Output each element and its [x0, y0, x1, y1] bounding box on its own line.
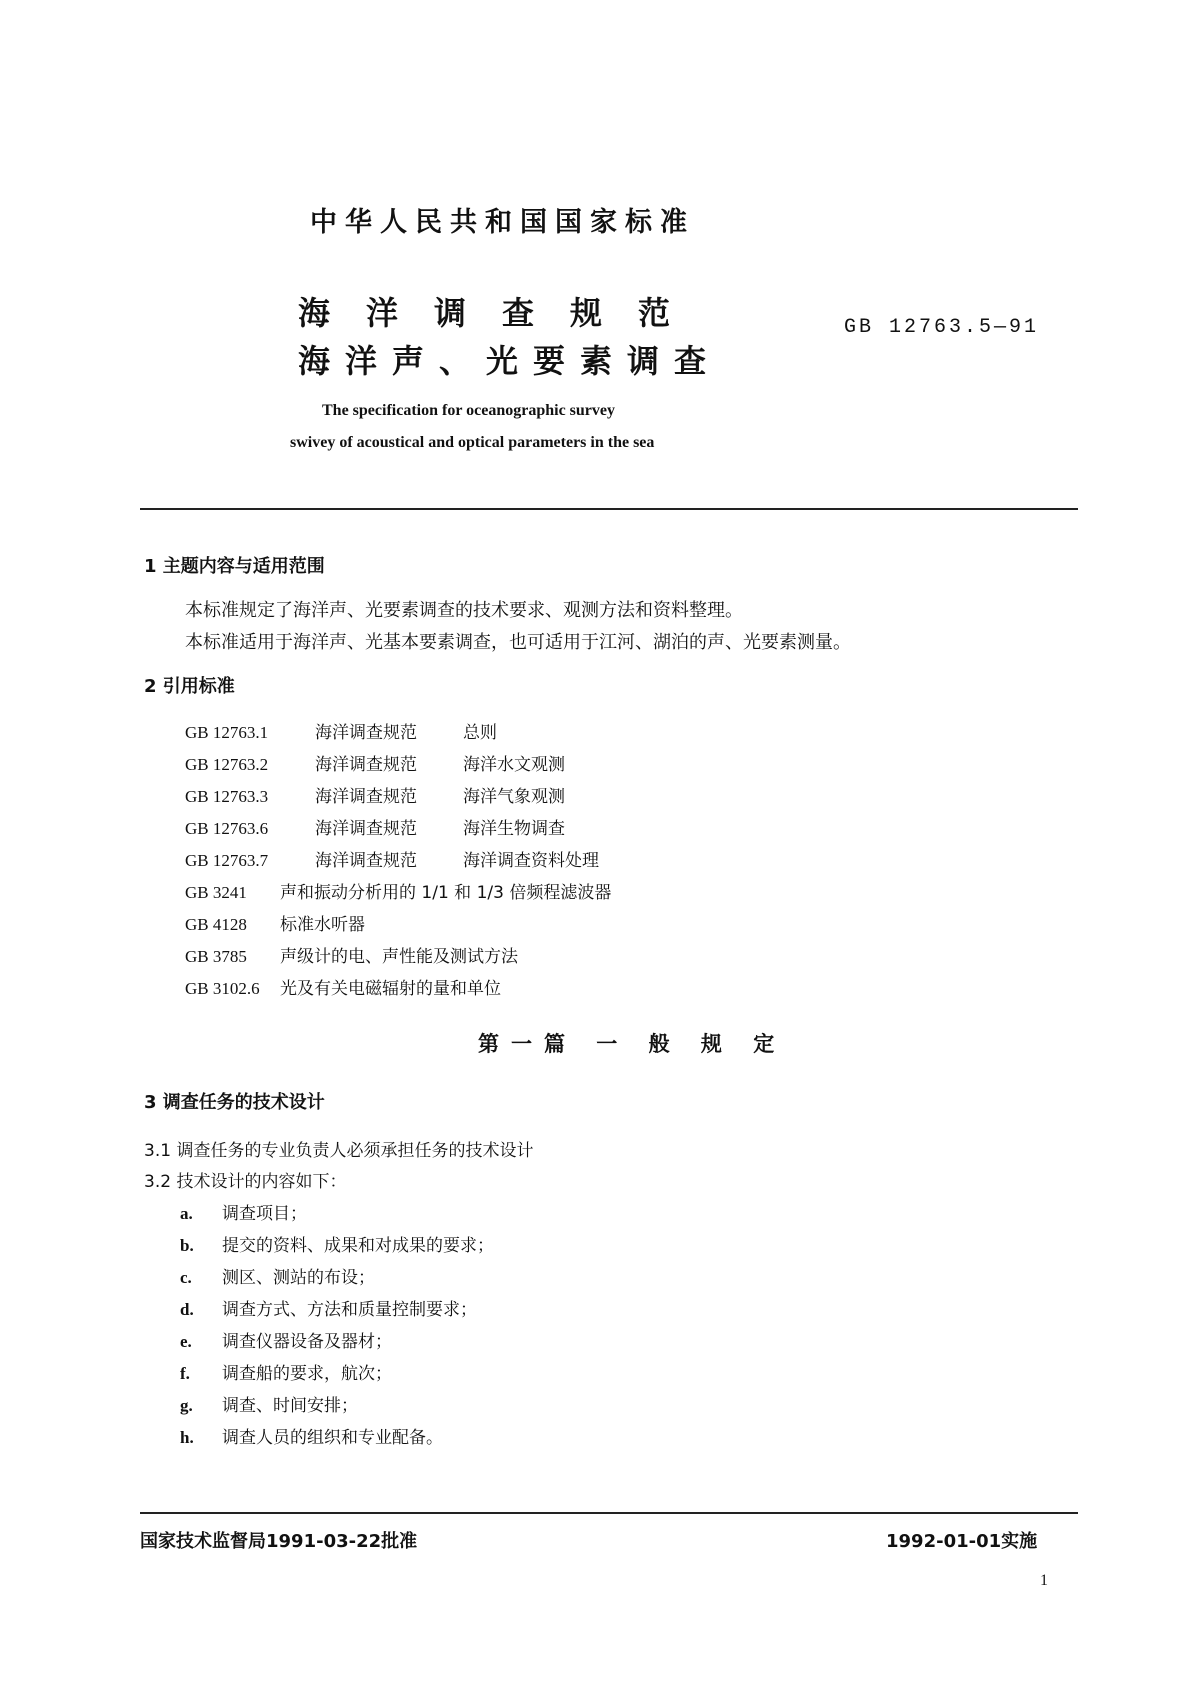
reference-item: GB 12763.7 海洋调查规范 海洋调查资料处理 — [185, 851, 599, 871]
reference-item: GB 12763.3 海洋调查规范 海洋气象观测 — [185, 787, 565, 807]
reference-item: GB 3785 声级计的电、声性能及测试方法 — [185, 947, 518, 967]
part-title: 第一篇 一 般 规 定 — [478, 1032, 787, 1056]
item-3-2: 3.2 技术设计的内容如下： — [144, 1172, 347, 1192]
section1-para2: 本标准适用于海洋声、光基本要素调查，也可适用于江河、湖泊的声、光要素测量。 — [185, 632, 851, 653]
list-item: b. 提交的资料、成果和对成果的要求； — [180, 1236, 494, 1256]
reference-item: GB 3241 声和振动分析用的 1/1 和 1/3 倍频程滤波器 — [185, 883, 612, 903]
english-title-line2: swivey of acoustical and optical parameters in the sea — [290, 434, 655, 451]
effective-date: 1992-01-01实施 — [886, 1531, 1038, 1552]
reference-item: GB 4128 标准水听器 — [185, 915, 365, 935]
list-item: d. 调查方式、方法和质量控制要求； — [180, 1300, 477, 1320]
list-item: h. 调查人员的组织和专业配备。 — [180, 1428, 443, 1448]
section2-heading: 2 引用标准 — [144, 676, 235, 697]
english-title-line1: The specification for oceanographic survey — [322, 402, 616, 419]
section3-heading: 3 调查任务的技术设计 — [144, 1092, 325, 1113]
reference-item: GB 12763.2 海洋调查规范 海洋水文观测 — [185, 755, 565, 775]
reference-item: GB 12763.6 海洋调查规范 海洋生物调查 — [185, 819, 565, 839]
footer-divider — [140, 1512, 1078, 1514]
list-item: e. 调查仪器设备及器材； — [180, 1332, 392, 1352]
section1-para1: 本标准规定了海洋声、光要素调查的技术要求、观测方法和资料整理。 — [185, 600, 743, 621]
list-item: f. 调查船的要求，航次； — [180, 1364, 392, 1384]
list-item: a. 调查项目； — [180, 1204, 307, 1224]
reference-item: GB 3102.6 光及有关电磁辐射的量和单位 — [185, 979, 501, 999]
item-3-1: 3.1 调查任务的专业负责人必须承担任务的技术设计 — [144, 1141, 534, 1161]
document-subtitle: 海洋声、光要素调查 — [298, 342, 722, 380]
approval-date: 国家技术监督局1991-03-22批准 — [140, 1531, 418, 1552]
page-number: 1 — [1040, 1572, 1048, 1589]
list-item: g. 调查、时间安排； — [180, 1396, 358, 1416]
reference-item: GB 12763.1 海洋调查规范 总则 — [185, 723, 497, 743]
list-item: c. 测区、测站的布设； — [180, 1268, 375, 1288]
standard-code: GB 12763.5—91 — [844, 316, 1040, 339]
document-title: 海洋调查规范 — [298, 294, 707, 332]
header-divider — [140, 508, 1078, 510]
national-standard-header: 中华人民共和国国家标准 — [310, 207, 695, 238]
section1-heading: 1 主题内容与适用范围 — [144, 556, 325, 577]
